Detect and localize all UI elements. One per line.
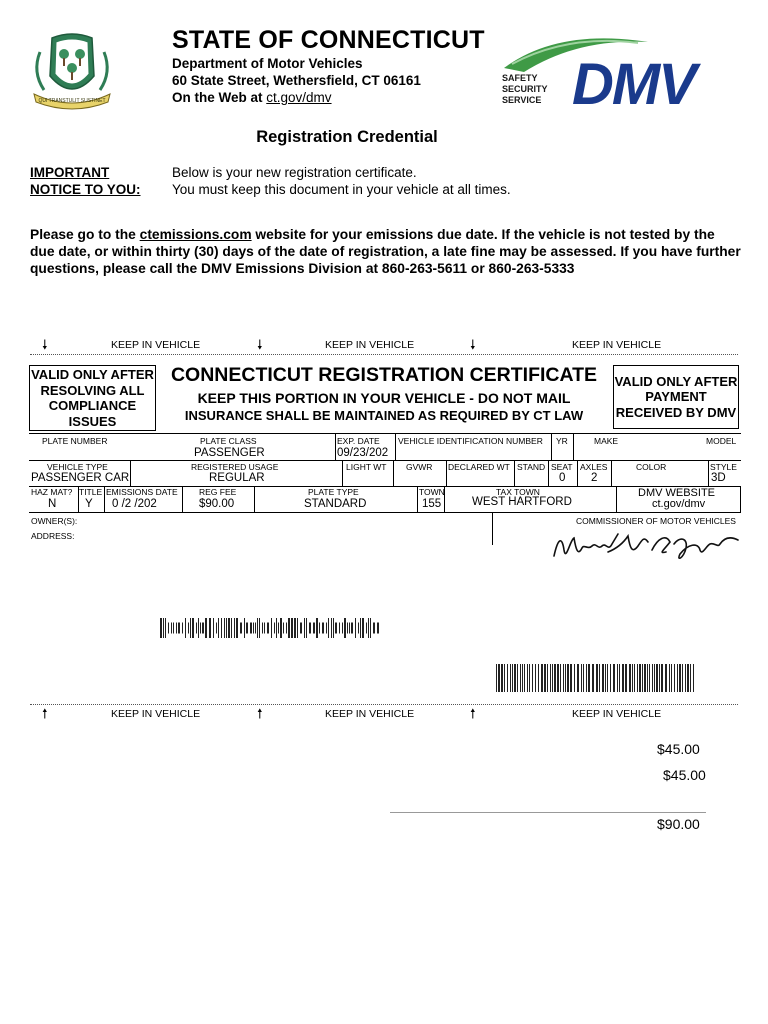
notice-text bbox=[172, 164, 511, 198]
grid-divider bbox=[616, 486, 617, 512]
gvwr-label: GVWR bbox=[406, 462, 433, 472]
up-arrow-icon: 🠕 bbox=[470, 706, 476, 721]
exp-date-value: 09/23/202 bbox=[337, 447, 389, 459]
emissions-text-start: Please go to the bbox=[30, 227, 140, 242]
emissions-notice bbox=[30, 226, 742, 277]
state-name: STATE OF CONNECTICUT bbox=[172, 26, 485, 54]
axles-value: 2 bbox=[591, 472, 598, 484]
reg-fee-value: $90.00 bbox=[199, 498, 235, 510]
grid-divider bbox=[446, 460, 447, 486]
website-link[interactable]: ct.gov/dmv bbox=[266, 90, 332, 105]
notice-text-line2: You must keep this document in your vehicle at all times. bbox=[172, 182, 511, 197]
document-title: Registration Credential bbox=[256, 128, 438, 146]
owners-label: OWNER(S): bbox=[31, 516, 78, 526]
vehicle-type-label: VEHICLE TYPE bbox=[47, 462, 108, 472]
stand-label: STAND bbox=[517, 462, 546, 472]
tax-town-label: TAX TOWN bbox=[496, 487, 540, 497]
grid-divider bbox=[551, 433, 552, 460]
keep-in-vehicle-label: KEEP IN VEHICLE bbox=[111, 708, 201, 720]
registration-fee-value: $45.00 bbox=[657, 741, 700, 757]
plate-type-value: STANDARD bbox=[304, 498, 367, 510]
dmv-website-value[interactable]: ct.gov/dmv bbox=[652, 498, 706, 510]
plate-class-value: PASSENGER bbox=[194, 447, 265, 459]
grid-divider bbox=[395, 433, 396, 460]
grid-divider bbox=[740, 486, 741, 512]
compliance-notice-box: VALID ONLY AFTER RESOLVING ALL COMPLIANCE ISSUES bbox=[29, 365, 156, 431]
exp-date-label: EXP. DATE bbox=[337, 436, 380, 446]
town-label: TOWN bbox=[419, 487, 445, 497]
notice-label bbox=[30, 164, 141, 198]
emissions-text-end: website for your emissions due date. If the vehicle is not tested by the due date, or within thirty (30) days of the date of registration, a late fine may be assessed. If you have further questions, please call the DMV Emissions Division at 860-263-5611 or 860-263-5333 bbox=[30, 227, 741, 276]
svg-text:DMV: DMV bbox=[572, 52, 695, 112]
keep-in-vehicle-label: KEEP IN VEHICLE bbox=[572, 339, 662, 351]
plate-number-label: PLATE NUMBER bbox=[42, 436, 108, 446]
grid-divider bbox=[182, 486, 183, 512]
down-arrow-icon: 🠗 bbox=[470, 337, 476, 352]
dmv-website-label: DMV WEBSITE bbox=[638, 487, 716, 499]
insurance-fee-value: $45.00 bbox=[663, 767, 706, 783]
model-label: MODEL bbox=[706, 436, 737, 446]
registered-usage-value: REGULAR bbox=[209, 472, 265, 484]
up-arrow-icon: 🠕 bbox=[257, 706, 263, 721]
vehicle-type-value: PASSENGER CAR bbox=[31, 472, 130, 484]
svg-text:SECURITY: SECURITY bbox=[502, 84, 548, 94]
svg-text:SAFETY: SAFETY bbox=[502, 73, 538, 83]
color-label: COLOR bbox=[636, 462, 667, 472]
plate-class-label: PLATE CLASS bbox=[200, 436, 257, 446]
grid-divider bbox=[130, 460, 131, 486]
seat-value: 0 bbox=[559, 472, 566, 484]
make-label: MAKE bbox=[594, 436, 619, 446]
title-label: TITLE bbox=[79, 487, 103, 497]
up-arrow-icon: 🠕 bbox=[42, 706, 48, 721]
keep-in-vehicle-label: KEEP IN VEHICLE bbox=[111, 339, 201, 351]
grid-rule bbox=[29, 433, 741, 434]
axles-label: AXLES bbox=[580, 462, 608, 472]
keep-in-vehicle-label: KEEP IN VEHICLE bbox=[325, 708, 415, 720]
year-label: YR bbox=[556, 436, 568, 446]
barcode-small-icon bbox=[160, 618, 382, 638]
grid-divider bbox=[444, 486, 445, 512]
website-prefix: On the Web at bbox=[172, 90, 267, 105]
total-fees-value: $90.00 bbox=[657, 816, 700, 832]
emissions-date-label: EMISSIONS DATE bbox=[106, 487, 178, 497]
reg-fee-label: REG FEE bbox=[199, 487, 237, 497]
grid-divider bbox=[393, 460, 394, 486]
tear-line-bottom bbox=[30, 704, 738, 705]
notice-label-line2: NOTICE TO YOU: bbox=[30, 182, 141, 197]
certificate-insurance-instruction: INSURANCE SHALL BE MAINTAINED AS REQUIRED BY CT LAW bbox=[184, 408, 584, 423]
barcode-icon bbox=[496, 664, 696, 692]
grid-divider bbox=[548, 460, 549, 486]
keep-in-vehicle-label: KEEP IN VEHICLE bbox=[325, 339, 415, 351]
grid-divider bbox=[577, 460, 578, 486]
emissions-link[interactable]: ctemissions.com bbox=[139, 227, 252, 242]
payment-notice-box: VALID ONLY AFTER PAYMENT RECEIVED BY DMV bbox=[613, 365, 739, 429]
grid-rule bbox=[29, 512, 741, 513]
grid-divider bbox=[342, 460, 343, 486]
grid-divider bbox=[573, 433, 574, 460]
commissioner-signature-icon bbox=[548, 528, 744, 568]
svg-text:QUI TRANSTULIT SUSTINET: QUI TRANSTULIT SUSTINET bbox=[38, 98, 106, 104]
light-weight-label: LIGHT WT bbox=[346, 462, 387, 472]
style-label: STYLE bbox=[710, 462, 737, 472]
notice-label-line1: IMPORTANT bbox=[30, 165, 110, 180]
down-arrow-icon: 🠗 bbox=[257, 337, 263, 352]
tax-town-value: WEST HARTFORD bbox=[472, 496, 572, 508]
grid-divider bbox=[514, 460, 515, 486]
grid-divider bbox=[708, 460, 709, 486]
town-value: 155 bbox=[422, 498, 442, 510]
fees-divider bbox=[390, 812, 706, 813]
grid-divider bbox=[335, 433, 336, 460]
registered-usage-label: REGISTERED USAGE bbox=[191, 462, 279, 472]
grid-divider bbox=[417, 486, 418, 512]
certificate-keep-instruction: KEEP THIS PORTION IN YOUR VEHICLE - DO NOT MAIL bbox=[197, 390, 571, 406]
vin-label: VEHICLE IDENTIFICATION NUMBER bbox=[398, 436, 543, 446]
website-line bbox=[172, 90, 332, 105]
keep-in-vehicle-label: KEEP IN VEHICLE bbox=[572, 708, 662, 720]
declared-weight-label: DECLARED WT bbox=[448, 462, 510, 472]
svg-text:SERVICE: SERVICE bbox=[502, 95, 542, 105]
haz-mat-value: N bbox=[48, 498, 57, 510]
department-address: 60 State Street, Wethersfield, CT 06161 bbox=[172, 73, 421, 88]
grid-divider bbox=[104, 486, 105, 512]
connecticut-seal-icon bbox=[30, 32, 114, 112]
department-name: Department of Motor Vehicles bbox=[172, 56, 363, 71]
notice-text-line1: Below is your new registration certificate. bbox=[172, 165, 417, 180]
grid-rule bbox=[29, 460, 741, 461]
dmv-logo-icon bbox=[498, 34, 718, 112]
address-label: ADDRESS: bbox=[31, 531, 75, 541]
grid-divider bbox=[611, 460, 612, 486]
plate-type-label: PLATE TYPE bbox=[308, 487, 359, 497]
haz-mat-label: HAZ MAT? bbox=[31, 487, 73, 497]
down-arrow-icon: 🠗 bbox=[42, 337, 48, 352]
title-value: Y bbox=[85, 498, 93, 510]
seat-label: SEAT bbox=[551, 462, 573, 472]
emissions-date-value: 0 /2 /202 bbox=[112, 498, 157, 510]
commissioner-label: COMMISSIONER OF MOTOR VEHICLES bbox=[576, 516, 736, 526]
grid-divider bbox=[254, 486, 255, 512]
tear-line-top bbox=[30, 354, 738, 355]
style-value: 3D bbox=[711, 472, 726, 484]
certificate-title: CONNECTICUT REGISTRATION CERTIFICATE bbox=[170, 364, 598, 386]
grid-divider bbox=[492, 512, 493, 545]
keep-in-vehicle-row-top bbox=[30, 339, 740, 353]
keep-in-vehicle-row-bottom bbox=[30, 708, 740, 722]
